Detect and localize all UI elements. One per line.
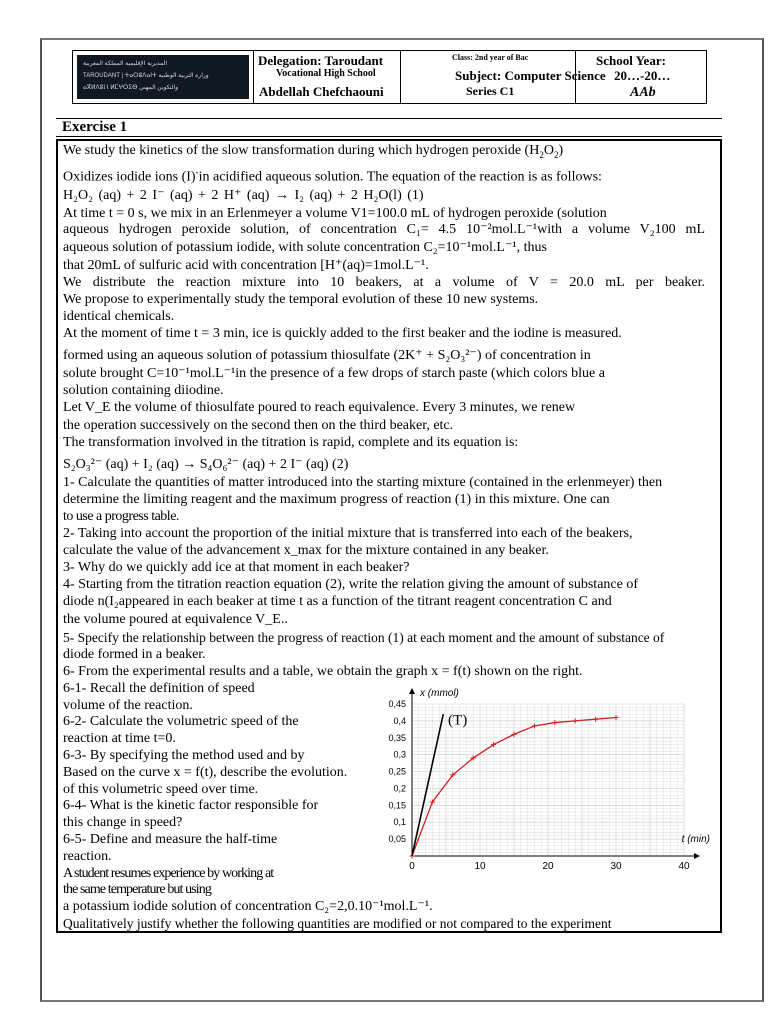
delegation: Delegation: Taroudant [258, 53, 384, 68]
question-2: 2- Taking into account the proportion of the initial mixture that is transferred into each of the beakers, [63, 526, 633, 541]
x-axis-label: t (min) [681, 834, 710, 845]
y-tick-label: 0,15 [388, 800, 406, 811]
question-5: diode formed in a beaker. [63, 647, 206, 662]
text-line: aqueous solution of potassium iodide, with solute concentration C₂=10⁻¹mol.L⁻¹, thus [63, 240, 547, 255]
divider [56, 136, 722, 137]
text-line: Let V_E the volume of thiosulfate poured to reach equivalence. Every 3 minutes, we renew [63, 400, 576, 415]
text-line: solution containing diiodine. [63, 383, 224, 398]
question-6-1: 6-1- Recall the definition of speed [63, 681, 255, 696]
text-line: We propose to experimentally study the temporal evolution of these 10 new systems. [63, 292, 539, 307]
y-axis-arrow [409, 688, 415, 694]
student-text: A student resumes experience by working at [63, 866, 274, 881]
text-line: identical chemicals. [63, 309, 175, 324]
text-line: solute brought C=10⁻¹mol.L⁻¹in the presence of a few drops of starch paste (which colors blue a [63, 366, 605, 381]
question-4: diode n(I₂appeared in each beaker at time t as a function of the titrant reagent concentration C and [63, 594, 612, 609]
y-tick-label: 0,3 [393, 749, 406, 760]
y-tick-label: 0,2 [393, 783, 406, 794]
question-2: calculate the value of the advancement x_max for the mixture contained in any beaker. [63, 543, 549, 558]
data-point [614, 715, 619, 720]
x-axis-arrow [694, 853, 700, 859]
school-year-label: School Year: [596, 53, 666, 68]
question-6-5: reaction. [63, 849, 112, 864]
question-1: determine the limiting reagent and the maximum progress of reaction (1) in this mixture. One can [63, 492, 610, 507]
author: AAb [630, 85, 656, 100]
y-tick-label: 0,05 [388, 834, 406, 845]
text-line: that 20mL of sulfuric acid with concentration [H⁺(aq)=1mol.L⁻¹. [63, 258, 429, 273]
logo-line: ⴰⴳⵍⴷⵓⵏ ⵏ ⵍⵎⵖⵔⵉⴱ والتكوين المهني [83, 85, 179, 91]
y-tick-label: 0,45 [388, 699, 406, 709]
x-tick-label: 0 [409, 861, 415, 872]
y-axis-label: x (mmol) [420, 688, 459, 699]
kinetics-chart [372, 686, 732, 872]
x-tick-label: 30 [610, 861, 622, 872]
question-6-1: volume of the reaction. [63, 698, 193, 713]
y-tick-label: 0,25 [388, 766, 406, 777]
subject-label: Subject: Computer Science [455, 68, 606, 83]
header-table [72, 50, 707, 104]
y-tick-label: 0,4 [393, 715, 406, 726]
equation-2: S₂O₃²⁻ (aq) + I₂ (aq) → S₄O₆²⁻ (aq) + 2 I⁻ (aq) (2) [63, 457, 349, 472]
question-6: 6- From the experimental results and a table, we obtain the graph x = f(t) shown on the right. [63, 664, 583, 679]
question-5: 5- Specify the relationship between the progress of reaction (1) at each moment and the amount of substance of [63, 630, 665, 645]
x-tick-label: 10 [474, 861, 486, 872]
school-type: Vocational High School [276, 68, 376, 79]
question-6-5: 6-5- Define and measure the half-time [63, 832, 278, 847]
question-6-4: this change in speed? [63, 815, 183, 830]
question-1: 1- Calculate the quantities of matter introduced into the starting mixture (contained in the erlenmeyer) then [63, 475, 663, 490]
y-tick-label: 0,1 [393, 817, 406, 828]
text-line: We distribute the reaction mixture into 10 beakers, at a volume of V = 20.0 mL per beaker. [63, 275, 705, 290]
student-text: the same temperature but using [63, 882, 211, 897]
student-text: Qualitatively justify whether the following quantities are modified or not compared to the experiment [63, 916, 612, 931]
exercise-title: Exercise 1 [62, 119, 128, 135]
series-label: Series C1 [466, 84, 515, 98]
question-6-4: 6-4- What is the kinetic factor responsible for [63, 798, 319, 813]
text-line: At the moment of time t = 3 min, ice is quickly added to the first beaker and the iodine is measured. [63, 326, 622, 341]
question-6-2: 6-2- Calculate the volumetric speed of the [63, 714, 299, 729]
y-tick-label: 0,35 [388, 732, 406, 743]
question-6-2: reaction at time t=0. [63, 731, 176, 746]
question-4: the volume poured at equivalence V_E.. [63, 612, 288, 627]
school-year-value: 20…-20… [614, 68, 671, 83]
divider [56, 118, 722, 119]
question-6-3: Based on the curve x = f(t), describe the evolution. [63, 765, 348, 780]
question-4: 4- Starting from the titration reaction equation (2), write the relation giving the amount of substance of [63, 577, 639, 592]
text-line: the operation successively on the second then on the third beaker, etc. [63, 418, 454, 433]
text-line: At time t = 0 s, we mix in an Erlenmeyer a volume V1=100.0 mL of hydrogen peroxide (solution [63, 206, 607, 221]
question-1: to use a progress table. [63, 509, 179, 524]
text-line: Oxidizes iodide ions (I)-in acidified aqueous solution. The equation of the reaction is as follows: [63, 167, 602, 185]
class-label: Class: 2nd year of Bac [452, 53, 529, 62]
text-line: The transformation involved in the titration is rapid, complete and its equation is: [63, 435, 519, 450]
tangent-label: (T) [448, 712, 468, 729]
logo-line: المديرية الإقليمية المملكة المغربية [83, 61, 168, 67]
data-point [512, 732, 517, 737]
text-line: formed using an aqueous solution of potassium thiosulfate (2K⁺ + S₂O₃²⁻) of concentration in [63, 348, 591, 363]
x-tick-label: 40 [678, 861, 690, 872]
question-3: 3- Why do we quickly add ice at that moment in each beaker? [63, 560, 410, 575]
text-line: We study the kinetics of the slow transformation during which hydrogen peroxide $(H_2O_2)$ [63, 143, 564, 160]
school-name: Abdellah Chefchaouni [259, 84, 384, 99]
question-6-3: of this volumetric speed over time. [63, 782, 259, 797]
student-text: a potassium iodide solution of concentration C₂=2,0.10⁻¹mol.L⁻¹. [63, 899, 433, 914]
logo-line: TAROUDANT | ⵜⴰⵔⵓⴷⴰⵏⵜ وزارة التربية الوطنية [83, 73, 209, 79]
ministry-logo [77, 55, 249, 99]
question-6-3: 6-3- By specifying the method used and by [63, 748, 305, 763]
text-line: aqueous hydrogen peroxide solution, of concentration C₁= 4.5 10⁻²mol.L⁻¹with a volume V₂100 mL [63, 222, 705, 237]
data-point [573, 718, 578, 723]
x-tick-label: 20 [542, 861, 554, 872]
equation-1: H₂O₂ (aq) + 2 I⁻ (aq) + 2 H⁺ (aq) → I₂ (aq) + 2 H₂O(l) (1) [63, 188, 424, 203]
